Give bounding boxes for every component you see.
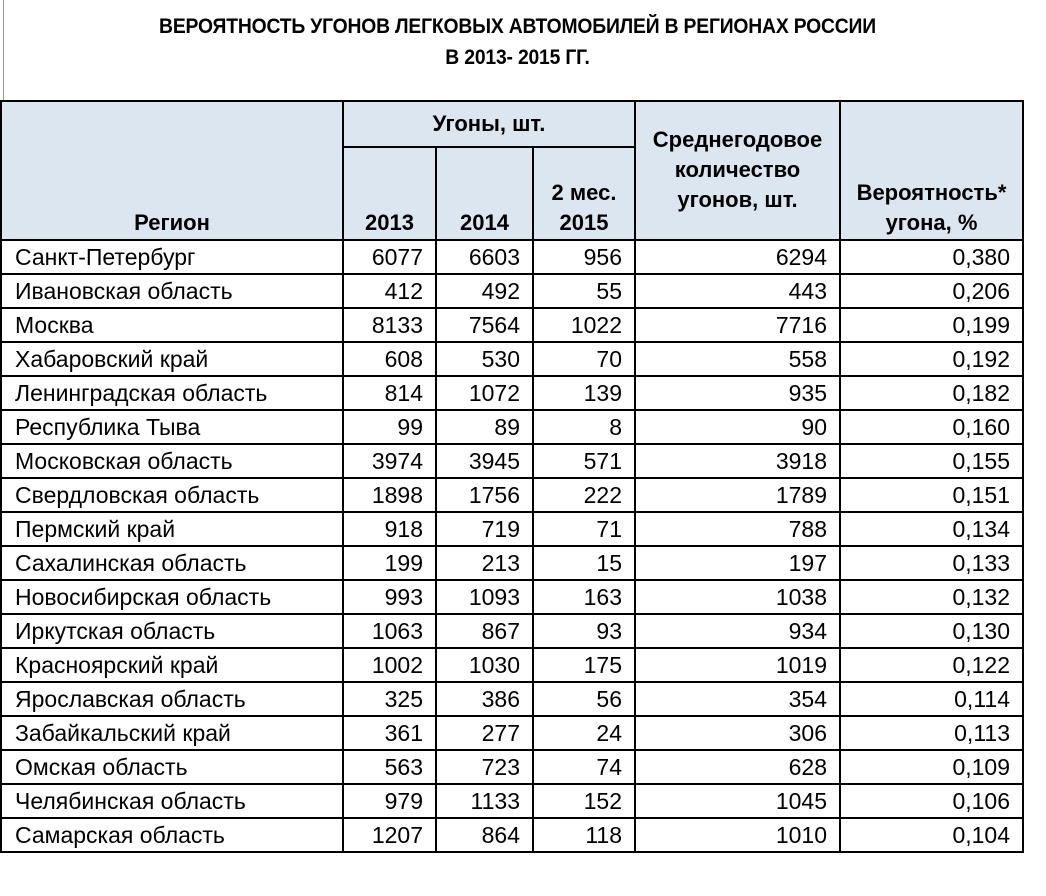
cell-2015: 56 (533, 682, 635, 716)
cell-2013: 8133 (343, 308, 436, 342)
cell-average: 934 (635, 614, 840, 648)
table-row (1, 274, 1023, 308)
cell-average: 1010 (635, 818, 840, 852)
cell-probability: 0,380 (840, 240, 1023, 274)
cell-2014: 6603 (436, 240, 533, 274)
cell-2013: 918 (343, 512, 436, 546)
cell-average: 558 (635, 342, 840, 376)
cell-2015: 74 (533, 750, 635, 784)
cell-region: Пермский край (1, 512, 343, 546)
cell-2015: 70 (533, 342, 635, 376)
cell-2015: 175 (533, 648, 635, 682)
cell-2014: 213 (436, 546, 533, 580)
cell-probability: 0,133 (840, 546, 1023, 580)
cell-region: Республика Тыва (1, 410, 343, 444)
cell-2014: 1756 (436, 478, 533, 512)
table-body (1, 240, 1023, 852)
cell-2015: 24 (533, 716, 635, 750)
cell-average: 197 (635, 546, 840, 580)
cell-2013: 361 (343, 716, 436, 750)
cell-region: Москва (1, 308, 343, 342)
cell-region: Ленинградская область (1, 376, 343, 410)
cell-2013: 199 (343, 546, 436, 580)
cell-2013: 1898 (343, 478, 436, 512)
cell-2014: 719 (436, 512, 533, 546)
table-row (1, 512, 1023, 546)
cell-2013: 1207 (343, 818, 436, 852)
cell-2014: 530 (436, 342, 533, 376)
cell-2015: 15 (533, 546, 635, 580)
cell-2013: 6077 (343, 240, 436, 274)
table-row (1, 614, 1023, 648)
cell-probability: 0,192 (840, 342, 1023, 376)
cell-2015: 163 (533, 580, 635, 614)
table-row (1, 580, 1023, 614)
cell-average: 443 (635, 274, 840, 308)
cell-probability: 0,104 (840, 818, 1023, 852)
table-row (1, 682, 1023, 716)
table-row (1, 478, 1023, 512)
table-row (1, 648, 1023, 682)
cell-probability: 0,182 (840, 376, 1023, 410)
cell-2013: 1063 (343, 614, 436, 648)
cell-probability: 0,151 (840, 478, 1023, 512)
cell-region: Хабаровский край (1, 342, 343, 376)
cell-2015: 1022 (533, 308, 635, 342)
cell-2015: 571 (533, 444, 635, 478)
table-row (1, 308, 1023, 342)
table-row (1, 750, 1023, 784)
cell-2014: 1133 (436, 784, 533, 818)
table-row (1, 342, 1023, 376)
cell-average: 306 (635, 716, 840, 750)
cell-region: Забайкальский край (1, 716, 343, 750)
table-row (1, 410, 1023, 444)
header-year-2015: 2 мес. 2015 (533, 147, 635, 240)
cell-probability: 0,160 (840, 410, 1023, 444)
cell-average: 354 (635, 682, 840, 716)
cell-2014: 723 (436, 750, 533, 784)
cell-average: 788 (635, 512, 840, 546)
cell-2015: 93 (533, 614, 635, 648)
cell-region: Самарская область (1, 818, 343, 852)
header-thefts-group: Угоны, шт. (343, 101, 635, 147)
cell-probability: 0,132 (840, 580, 1023, 614)
cell-2015: 55 (533, 274, 635, 308)
header-year-2014: 2014 (436, 147, 533, 240)
cell-2013: 993 (343, 580, 436, 614)
header-year-2013: 2013 (343, 147, 436, 240)
cell-average: 3918 (635, 444, 840, 478)
cell-region: Ивановская область (1, 274, 343, 308)
cell-average: 935 (635, 376, 840, 410)
cell-average: 628 (635, 750, 840, 784)
cell-region: Омская область (1, 750, 343, 784)
table-row (1, 716, 1023, 750)
cell-2013: 99 (343, 410, 436, 444)
cell-region: Санкт-Петербург (1, 240, 343, 274)
cell-region: Сахалинская область (1, 546, 343, 580)
cell-region: Ярославская область (1, 682, 343, 716)
theft-probability-table (0, 100, 1024, 853)
cell-2013: 979 (343, 784, 436, 818)
cell-region: Красноярский край (1, 648, 343, 682)
table-row (1, 444, 1023, 478)
cell-2014: 89 (436, 410, 533, 444)
table-row (1, 784, 1023, 818)
cell-2014: 7564 (436, 308, 533, 342)
table-row (1, 376, 1023, 410)
cell-2013: 608 (343, 342, 436, 376)
cell-2013: 3974 (343, 444, 436, 478)
table-title: ВЕРОЯТНОСТЬ УГОНОВ ЛЕГКОВЫХ АВТОМОБИЛЕЙ В РЕГИОНАХ РОССИИ (159, 15, 876, 38)
header-probability: Вероятность* угона, % (840, 101, 1023, 240)
cell-2014: 1030 (436, 648, 533, 682)
cell-2013: 325 (343, 682, 436, 716)
cell-region: Свердловская область (1, 478, 343, 512)
cell-average: 1019 (635, 648, 840, 682)
cell-probability: 0,206 (840, 274, 1023, 308)
cell-probability: 0,106 (840, 784, 1023, 818)
cell-2013: 1002 (343, 648, 436, 682)
cell-region: Московская область (1, 444, 343, 478)
cell-2015: 222 (533, 478, 635, 512)
table-row (1, 818, 1023, 852)
cell-2015: 956 (533, 240, 635, 274)
cell-2015: 139 (533, 376, 635, 410)
cell-2014: 277 (436, 716, 533, 750)
cell-2013: 563 (343, 750, 436, 784)
cell-2014: 3945 (436, 444, 533, 478)
cell-probability: 0,114 (840, 682, 1023, 716)
table-row (1, 546, 1023, 580)
cell-2015: 71 (533, 512, 635, 546)
cell-2015: 152 (533, 784, 635, 818)
cell-2015: 118 (533, 818, 635, 852)
header-region: Регион (1, 101, 343, 240)
cell-2014: 492 (436, 274, 533, 308)
cell-2013: 412 (343, 274, 436, 308)
table-subtitle: В 2013- 2015 ГГ. (445, 46, 590, 69)
cell-probability: 0,109 (840, 750, 1023, 784)
cell-probability: 0,134 (840, 512, 1023, 546)
cell-average: 1789 (635, 478, 840, 512)
cell-probability: 0,199 (840, 308, 1023, 342)
cell-probability: 0,130 (840, 614, 1023, 648)
cell-region: Новосибирская область (1, 580, 343, 614)
cell-region: Челябинская область (1, 784, 343, 818)
cell-region: Иркутская область (1, 614, 343, 648)
cell-probability: 0,122 (840, 648, 1023, 682)
header-average: Среднегодовое количество угонов, шт. (635, 101, 840, 240)
cell-probability: 0,113 (840, 716, 1023, 750)
cell-average: 1045 (635, 784, 840, 818)
table-row (1, 240, 1023, 274)
cell-average: 7716 (635, 308, 840, 342)
cell-average: 6294 (635, 240, 840, 274)
cell-2014: 864 (436, 818, 533, 852)
cell-average: 1038 (635, 580, 840, 614)
cell-2014: 1093 (436, 580, 533, 614)
cell-2014: 386 (436, 682, 533, 716)
cell-2014: 1072 (436, 376, 533, 410)
cell-average: 90 (635, 410, 840, 444)
cell-2013: 814 (343, 376, 436, 410)
cell-2014: 867 (436, 614, 533, 648)
cell-probability: 0,155 (840, 444, 1023, 478)
table-header (1, 101, 1023, 240)
cell-2015: 8 (533, 410, 635, 444)
